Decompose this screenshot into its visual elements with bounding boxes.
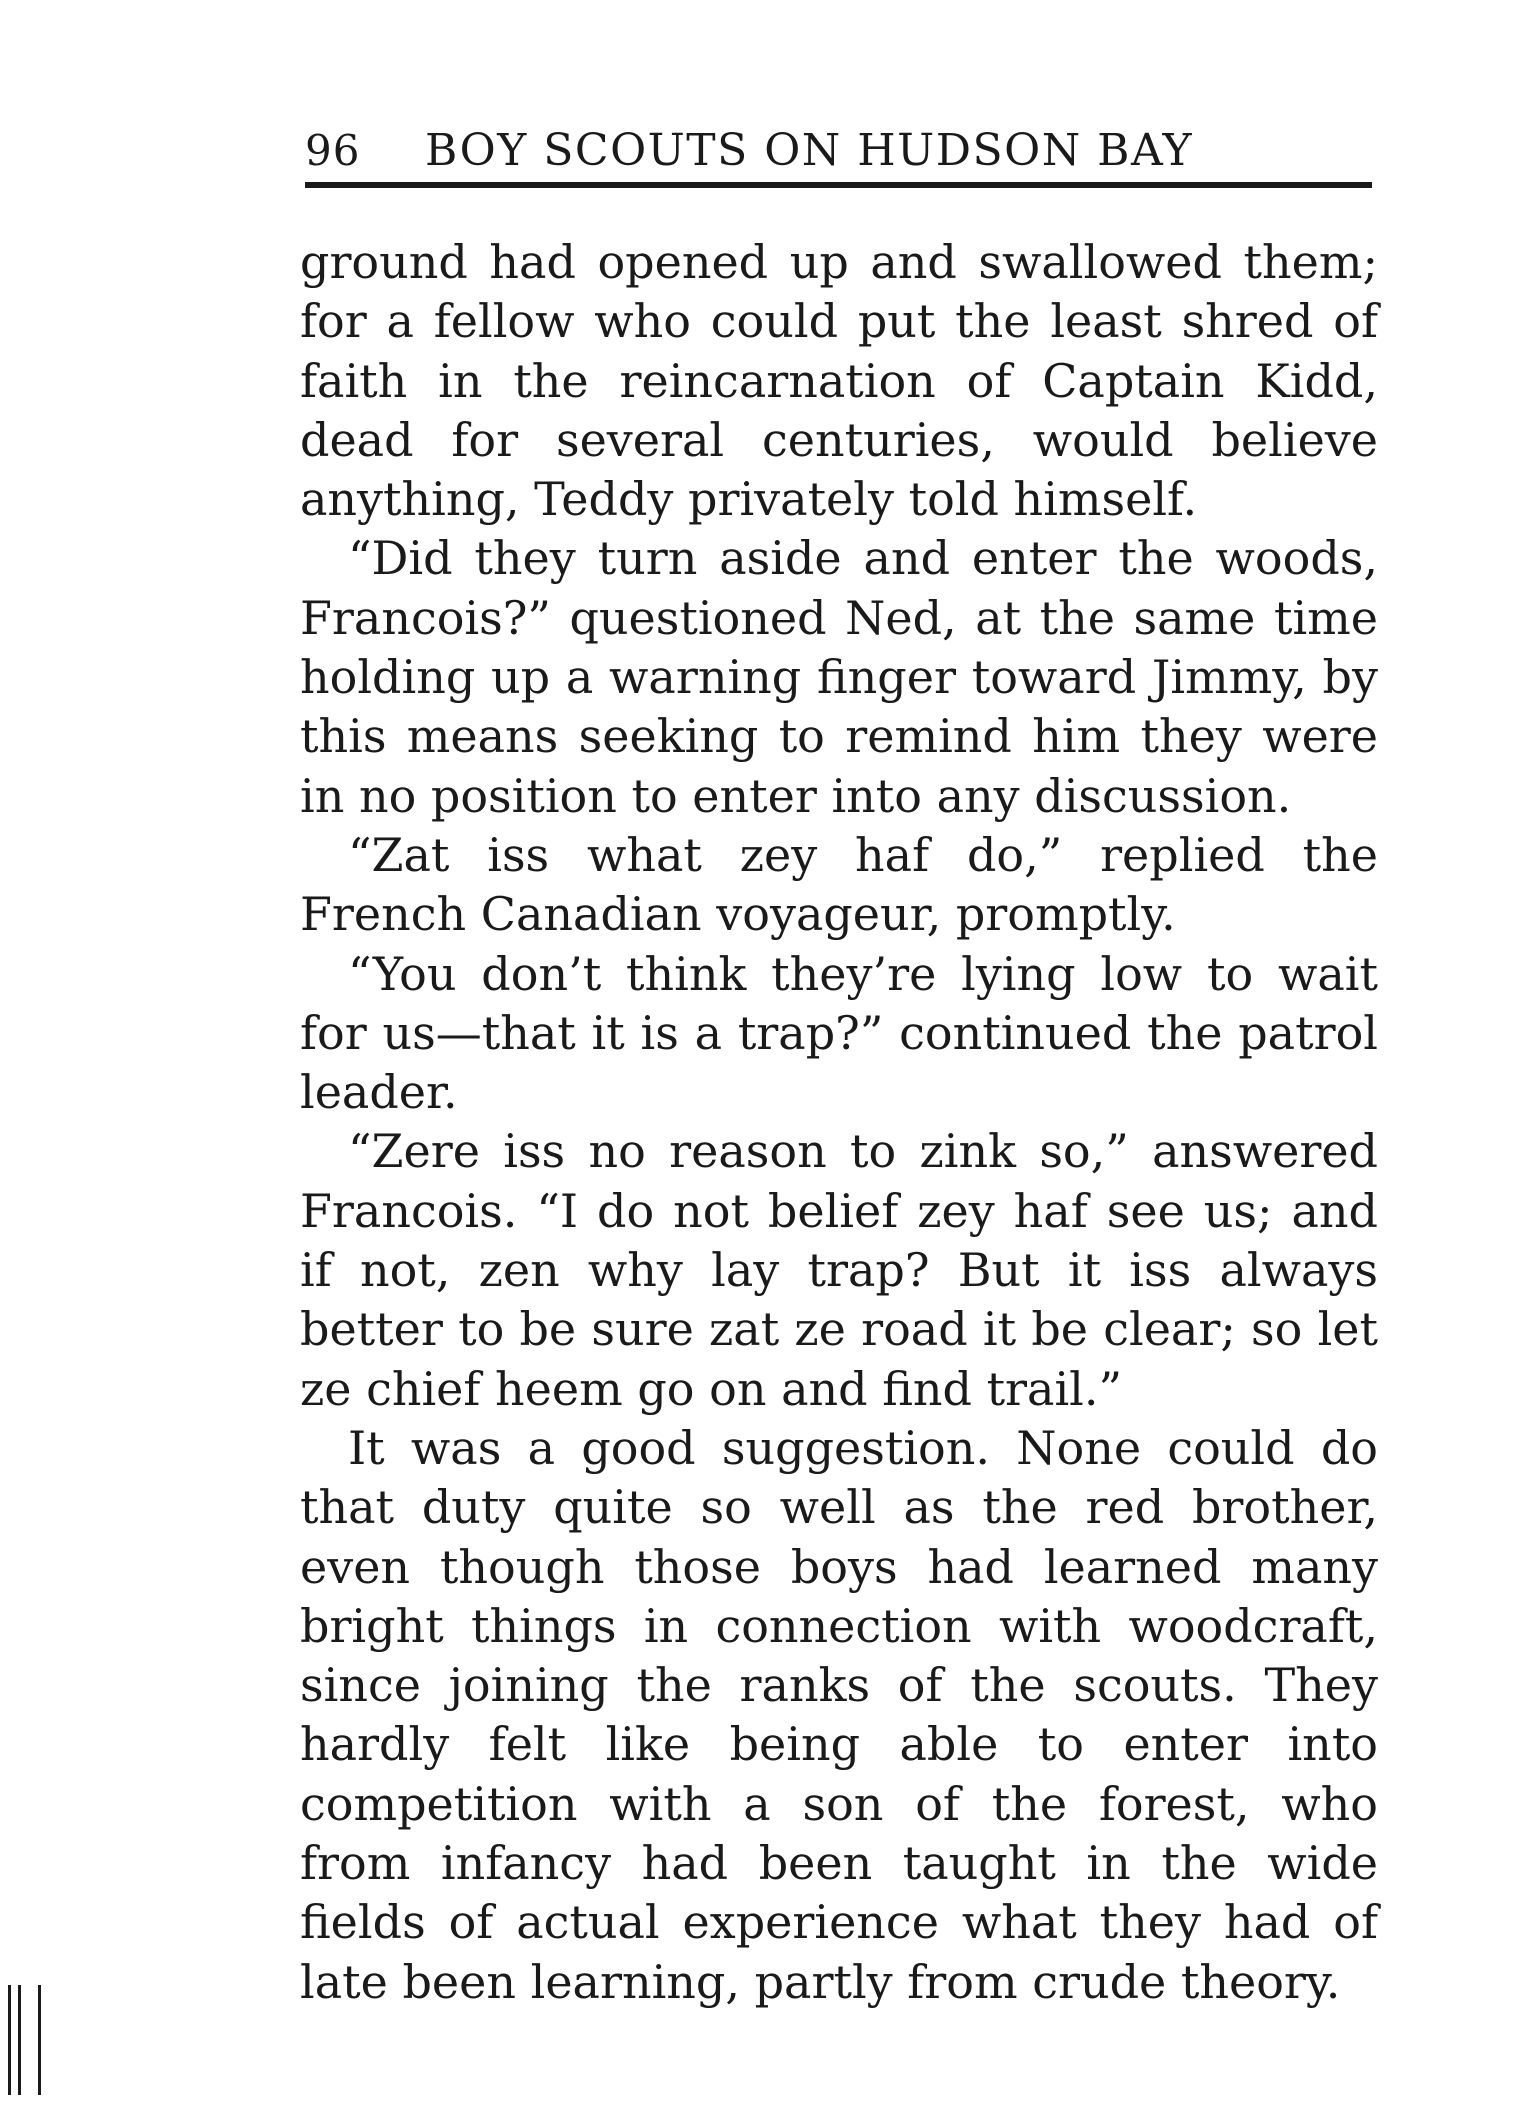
running-title: BOY SCOUTS ON HUDSON BAY xyxy=(425,125,1194,176)
body-text xyxy=(300,233,1378,2012)
binding-mark xyxy=(18,1985,21,2095)
paragraph: “Did they turn aside and enter the woods, Francois?” questioned Ned, at the same time holding up a warning finger toward Jimmy, by this means seeking to remind him they were in no position to enter into any discussion. xyxy=(300,531,1378,823)
paragraph-continued: ground had opened up and swallowed them; for a fellow who could put the least shred of faith in the reincarnation of Captain Kidd, dead for several centuries, would believe anything, Teddy privately told himself. xyxy=(300,235,1378,527)
paragraph: “Zere iss no reason to zink so,” answered Francois. “I do not belief zey haf see us; and if not, zen why lay trap? But it iss always better to be sure zat ze road it be clear; so let ze chief heem go on and find trail.” xyxy=(300,1124,1378,1416)
header-rule xyxy=(305,182,1372,188)
page-header xyxy=(305,126,1372,186)
page-number: 96 xyxy=(305,126,361,175)
paragraph: “Zat iss what zey haf do,” replied the French Canadian voyageur, promptly. xyxy=(300,827,1378,942)
binding-mark xyxy=(8,1985,11,2095)
paragraph: It was a good suggestion. None could do that duty quite so well as the red brother, even though those boys had learned many bright things in connection with woodcraft, since joining the ranks of the scouts. They hardly felt like being able to enter into competition with a son of the forest, who from infancy had been taught in the wide fields of actual experience what they had of late been learning, partly from crude theory. xyxy=(300,1420,1378,2009)
paragraph: “You don’t think they’re lying low to wait for us—that it is a trap?” continued the patrol leader. xyxy=(300,946,1378,1120)
binding-mark xyxy=(38,1985,41,2095)
